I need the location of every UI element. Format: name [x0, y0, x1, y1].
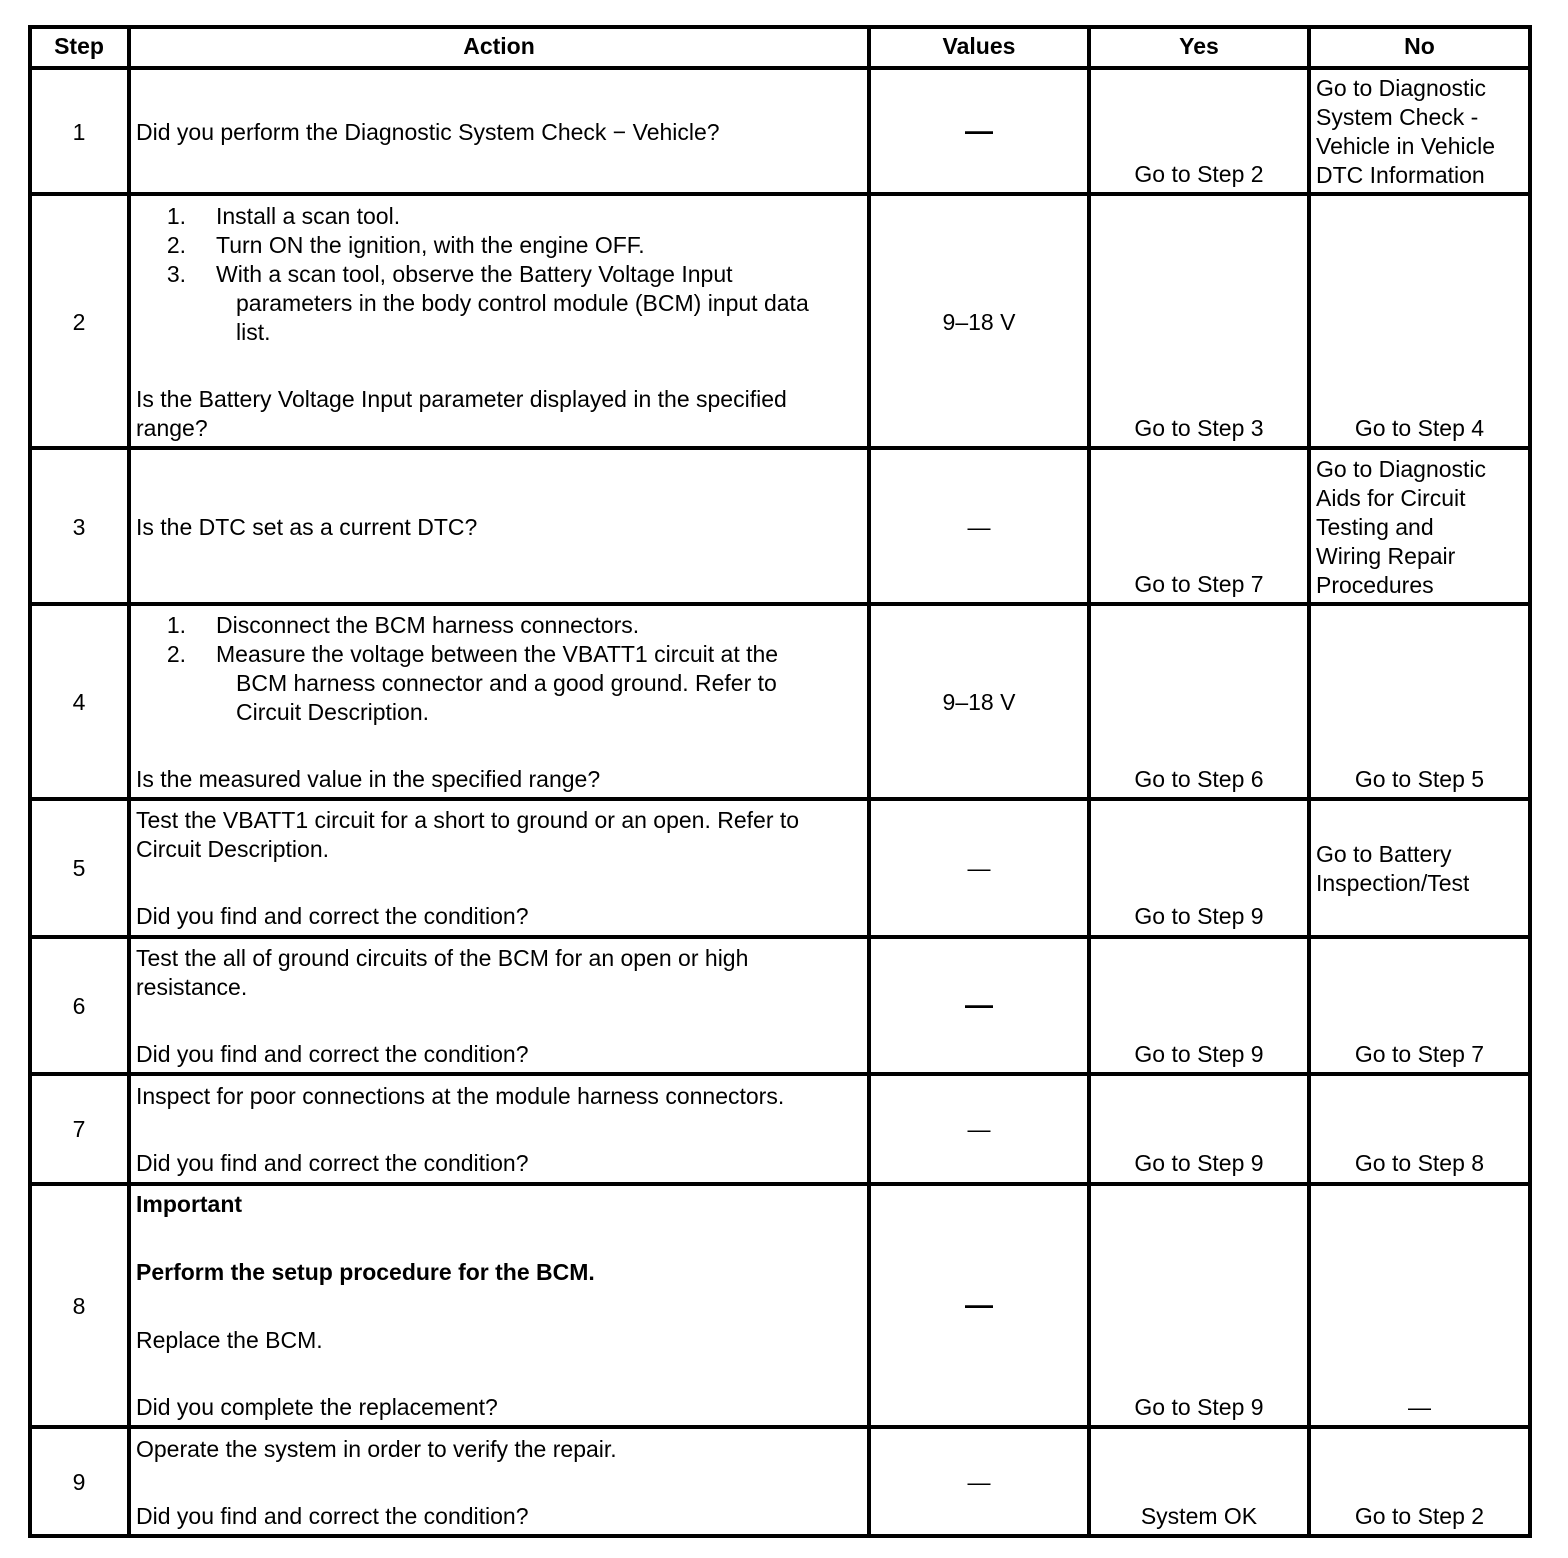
list-text: parameters in the body control module (BCM) input data	[236, 290, 809, 316]
header-step: Step	[54, 33, 104, 59]
list-number: 2.	[166, 232, 186, 258]
step-number: 5	[72, 855, 86, 881]
no-link[interactable]: Go to Step 4	[1354, 415, 1485, 441]
list-number: 1.	[166, 612, 186, 638]
action-text: Test the all of ground circuits of the BCM for an open or high	[136, 945, 749, 971]
no-link-line: System Check -	[1316, 104, 1479, 130]
value-range: 9–18 V	[942, 689, 1016, 715]
list-item	[136, 260, 733, 289]
yes-link[interactable]: Go to Step 9	[1134, 1150, 1264, 1176]
list-text: With a scan tool, observe the Battery Voltage Input	[216, 261, 733, 287]
value-dash: —	[967, 514, 991, 540]
yes-link[interactable]: Go to Step 9	[1134, 903, 1264, 929]
value-range: 9–18 V	[942, 309, 1016, 335]
action-text: Inspect for poor connections at the module harness connectors.	[136, 1083, 785, 1109]
step-number: 3	[72, 514, 86, 540]
header-values: Values	[942, 33, 1016, 59]
value-dash: —	[965, 116, 993, 145]
action-text: Circuit Description.	[136, 836, 329, 862]
list-item	[136, 202, 400, 231]
action-text: Is the DTC set as a current DTC?	[136, 514, 478, 540]
yes-link[interactable]: Go to Step 3	[1134, 415, 1264, 441]
column-divider	[127, 25, 131, 1538]
value-dash: —	[967, 1116, 991, 1142]
list-text: list.	[236, 319, 271, 345]
no-link[interactable]	[1316, 840, 1469, 898]
list-number: 1.	[166, 203, 186, 229]
no-link-line: Vehicle in Vehicle	[1316, 133, 1496, 159]
list-text: Turn ON the ignition, with the engine OFF.	[216, 232, 645, 258]
action-question: Did you complete the replacement?	[136, 1394, 498, 1420]
step-number: 9	[72, 1469, 86, 1495]
no-link-line: Wiring Repair	[1316, 543, 1456, 569]
no-dash: —	[1408, 1394, 1431, 1420]
action-text: resistance.	[136, 974, 248, 1000]
step-number: 6	[72, 993, 86, 1019]
value-dash: —	[965, 1290, 993, 1319]
step-number: 8	[72, 1293, 86, 1319]
list-item	[136, 640, 778, 669]
yes-link[interactable]: Go to Step 2	[1134, 161, 1264, 187]
value-dash: —	[967, 855, 991, 881]
no-link-line: Aids for Circuit	[1316, 485, 1466, 511]
list-text: BCM harness connector and a good ground. Refer to	[236, 670, 777, 696]
list-item	[136, 611, 639, 640]
header-no: No	[1404, 33, 1435, 59]
yes-result: System OK	[1140, 1503, 1258, 1529]
action-question: Is the Battery Voltage Input parameter displayed in the specified	[136, 386, 787, 412]
no-link[interactable]	[1316, 455, 1486, 600]
action-list	[136, 611, 864, 731]
list-item	[136, 231, 645, 260]
action-question: Did you find and correct the condition?	[136, 1150, 529, 1176]
no-link-line: Go to Diagnostic	[1316, 75, 1487, 101]
no-link-line: Inspection/Test	[1316, 870, 1470, 896]
list-text: Disconnect the BCM harness connectors.	[216, 612, 640, 638]
step-number: 2	[72, 309, 86, 335]
action-list	[136, 202, 864, 352]
no-link-line: DTC Information	[1316, 162, 1485, 188]
value-dash: —	[965, 990, 993, 1019]
list-text: Install a scan tool.	[216, 203, 401, 229]
action-question: Did you find and correct the condition?	[136, 1503, 529, 1529]
yes-link[interactable]: Go to Step 9	[1134, 1041, 1264, 1067]
no-link[interactable]: Go to Step 8	[1354, 1150, 1485, 1176]
yes-link[interactable]: Go to Step 7	[1134, 571, 1264, 597]
value-dash: —	[967, 1469, 991, 1495]
header-yes: Yes	[1179, 33, 1219, 59]
list-number: 3.	[166, 261, 186, 287]
no-link[interactable]: Go to Step 2	[1354, 1503, 1485, 1529]
action-text: Did you perform the Diagnostic System Check − Vehicle?	[136, 119, 720, 145]
action-text: Test the VBATT1 circuit for a short to ground or an open. Refer to	[136, 807, 800, 833]
no-link-line: Go to Battery	[1316, 841, 1452, 867]
step-number: 4	[72, 689, 86, 715]
step-number: 1	[72, 119, 86, 145]
important-note: Perform the setup procedure for the BCM.	[136, 1259, 595, 1285]
no-link[interactable]: Go to Step 5	[1354, 766, 1485, 792]
list-text: Circuit Description.	[236, 699, 429, 725]
action-question: Is the measured value in the specified range?	[136, 766, 601, 792]
no-link-line: Testing and	[1316, 514, 1434, 540]
no-link[interactable]: Go to Step 7	[1354, 1041, 1485, 1067]
step-number: 7	[72, 1116, 86, 1142]
action-text: Operate the system in order to verify the repair.	[136, 1436, 617, 1462]
no-link-line: Procedures	[1316, 572, 1434, 598]
action-question: Did you find and correct the condition?	[136, 903, 529, 929]
no-link-line: Go to Diagnostic	[1316, 456, 1487, 482]
no-link[interactable]	[1316, 74, 1495, 190]
list-number: 2.	[166, 641, 186, 667]
important-label: Important	[136, 1191, 243, 1217]
action-question: range?	[136, 415, 208, 441]
yes-link[interactable]: Go to Step 6	[1134, 766, 1264, 792]
action-question: Did you find and correct the condition?	[136, 1041, 529, 1067]
action-text: Replace the BCM.	[136, 1327, 323, 1353]
header-action: Action	[463, 33, 535, 59]
table-border-right	[1528, 25, 1532, 1538]
list-text: Measure the voltage between the VBATT1 circuit at the	[216, 641, 779, 667]
yes-link[interactable]: Go to Step 9	[1134, 1394, 1264, 1420]
